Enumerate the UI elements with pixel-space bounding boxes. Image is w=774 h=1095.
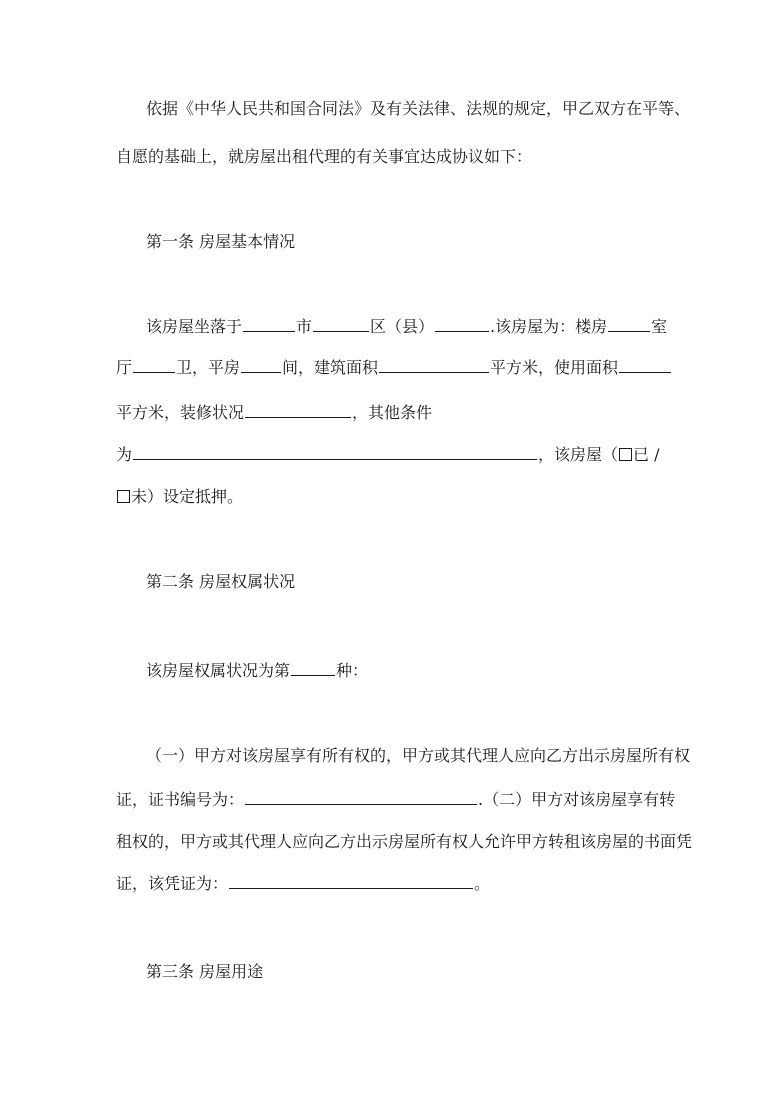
text-segment: 区（县）	[370, 317, 435, 336]
article-1-line-1	[146, 316, 667, 338]
article-2-line-1: （一）甲方对该房屋享有所有权的，甲方或其代理人应向乙方出示房屋所有权	[146, 746, 691, 765]
text-segment: 间，建筑面积	[282, 358, 379, 377]
article-3-heading: 第三条 房屋用途	[146, 962, 264, 981]
other-conditions-blank[interactable]	[133, 444, 537, 460]
text-segment: 为	[116, 445, 133, 464]
district-blank[interactable]	[313, 316, 369, 332]
text-segment: ，该房屋（	[538, 445, 619, 464]
article-1-heading: 第一条 房屋基本情况	[146, 232, 296, 251]
voucher-blank[interactable]	[229, 873, 473, 889]
address-blank[interactable]	[435, 316, 489, 332]
text-segment: 平方米，使用面积	[490, 358, 619, 377]
text-segment: .（二）甲方对该房屋享有转	[478, 790, 676, 809]
text-segment: 卫，平房	[176, 358, 241, 377]
text-segment: 该房屋权属状况为第	[146, 661, 291, 680]
checkbox-icon[interactable]	[619, 448, 632, 461]
text-segment: ，其他条件	[352, 403, 433, 422]
certificate-number-blank[interactable]	[245, 789, 477, 805]
text-segment: 该房屋坐落于	[146, 317, 243, 336]
article-2-line-3: 租权的，甲方或其代理人应向乙方出示房屋所有权人允许甲方转租该房屋的书面凭	[116, 832, 693, 851]
text-segment: 证，该凭证为：	[116, 874, 229, 893]
article-1-line-5	[116, 486, 243, 508]
text-segment: 种：	[336, 661, 369, 680]
text-segment: 未）设定抵押。	[131, 487, 244, 506]
checkbox-icon[interactable]	[117, 490, 130, 503]
building-area-blank[interactable]	[379, 357, 489, 373]
text-segment: 室	[651, 317, 668, 336]
text-segment: .该房屋为：楼房	[490, 317, 608, 336]
article-1-line-3	[116, 402, 432, 424]
intro-line-2: 自愿的基础上，就房屋出租代理的有关事宜达成协议如下：	[116, 147, 533, 166]
rooms-blank[interactable]	[608, 316, 650, 332]
text-segment: 已 /	[633, 445, 660, 464]
decoration-blank[interactable]	[245, 402, 351, 418]
text-segment: 证，证书编号为：	[116, 790, 245, 809]
bungalow-rooms-blank[interactable]	[241, 357, 281, 373]
text-segment: 。	[474, 874, 491, 893]
article-1-line-2	[116, 357, 672, 379]
article-2-line-4	[116, 873, 490, 895]
text-segment: 厅	[116, 358, 133, 377]
article-1-line-4	[116, 444, 660, 466]
article-2-heading: 第二条 房屋权属状况	[146, 572, 296, 591]
usable-area-blank[interactable]	[619, 357, 671, 373]
city-blank[interactable]	[243, 316, 295, 332]
article-2-line-2	[116, 789, 675, 811]
halls-blank[interactable]	[133, 357, 175, 373]
text-segment: 市	[296, 317, 313, 336]
article-2-para-1	[146, 660, 368, 682]
intro-line-1: 依据《中华人民共和国合同法》及有关法律、法规的规定，甲乙双方在平等、	[146, 99, 691, 118]
text-segment: 平方米，装修状况	[116, 403, 245, 422]
ownership-type-blank[interactable]	[291, 660, 335, 676]
